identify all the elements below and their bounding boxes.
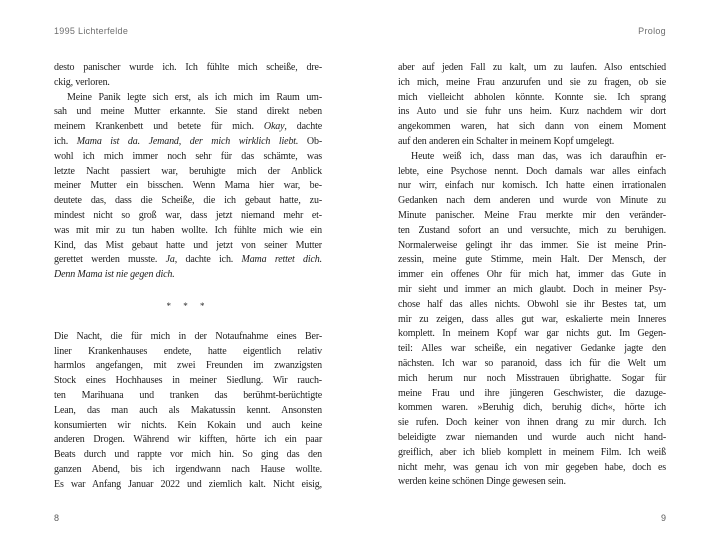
text-line: ich. Mama ist da. Jemand, der mich wirklich liebt. Ob- (54, 135, 323, 147)
text-line: angekommen waren, hat sich dann von einem Moment (398, 121, 666, 133)
text-line: mich herum nur noch Misstrauen übrighatte. Sogar für (398, 372, 666, 384)
text-line: deutete das, dass die Scheiße, die ich gebaut hatte, zu- (54, 195, 322, 207)
text-line: meinem Krankenbett und betete für mich. Okay, dachte (54, 121, 322, 133)
text-line: desto panischer wurde ich. Ich fühlte mich scheiße, dre- (54, 62, 322, 73)
text-line: ten Zustand sofort an und versuchte, mich zu beruhigen. (398, 224, 666, 236)
page-left (54, 0, 322, 560)
running-head-right: Prolog (638, 26, 666, 36)
text-line: nächsten. Ich war so paranoid, dass ich für die Welt um (398, 357, 666, 369)
section-separator: * * * (166, 300, 210, 311)
text-line: mindest nicht so groß war, dass jetzt niemand mehr et- (54, 209, 322, 221)
text-line: wohl ich mich immer noch sehr für das schämte, was (54, 150, 322, 162)
text-line: Beats durch und rappte vor mich hin. So ging das den (54, 449, 322, 461)
text-line: Gedanken nach dem anderen und wurde von Minute zu (398, 195, 666, 207)
text-line: lebte, eine Psychose nennt. Doch damals war alles einfach (398, 165, 666, 177)
text-line: chose half das alles nichts. Obwohl sie ihr Bestes tat, um (398, 298, 666, 310)
text-line: ckig, verloren. (54, 76, 110, 88)
text-line: werden keine schönen Dinge gewesen sein. (398, 476, 566, 488)
text-line: konsumierten wir nichts. Kein Kokain und auch keine (54, 419, 322, 431)
text-line: Normalerweise gelingt ihr das immer. Sie ist meine Prin- (398, 239, 666, 251)
text-line: meiner Mutter ein bisschen. Wenn Mama hier war, be- (54, 180, 322, 192)
text-line: Heute weiß ich, dass man das, was ich daraufhin er- (411, 150, 666, 162)
text-line: ganzen Abend, bis ich irgendwann nach Hause wollte. (54, 463, 322, 475)
text-line: Meine Panik legte sich erst, als ich mich im Raum um- (67, 91, 322, 103)
text-line: ins Auto und sie fuhr uns heim. Kurz nachdem wir dort (398, 106, 666, 118)
page-body-left (54, 61, 322, 493)
page-number-left: 8 (54, 513, 60, 523)
text-line: Lean, das man auch als Makatussin kennt. Ansonsten (54, 404, 322, 416)
text-line: ten Marihuana und tranken das berühmt-berüchtigte (54, 389, 322, 401)
text-line: anderen Drogen. Während wir kifften, hörte ich ein paar (54, 434, 322, 446)
text-line: mir sieht und immer an mich glaubt. Doch in meiner Psy- (398, 283, 666, 295)
text-line: teil: Alles war scheiße, ein negativer Gedanke jagte den (398, 343, 666, 355)
text-line: Minute panischer. Meine Frau merkte mir den veränder- (398, 209, 666, 221)
text-line: ich mich, meine Frau anzurufen und sie zu fragen, ob sie (398, 76, 666, 88)
text-line: mich vielleicht abholen könnte. Konnte sie. Ich sprang (398, 91, 666, 103)
text-line: nicht mehr, was genau ich von mir gegeben habe, doch es (398, 461, 666, 473)
text-line: Denn Mama ist nie gegen dich. (54, 269, 175, 281)
text-line: kommen waren. »Beruhig dich, beruhig dich«, hörte ich (398, 402, 666, 414)
text-line: auf den anderen ein Schalter in meinem Kopf umgelegt. (398, 135, 615, 147)
text-line: Die Nacht, die für mich in der Notaufnahme eines Ber- (54, 330, 322, 342)
text-line: immer ein offenes Ohr für mich hat, immer das Gute in (398, 269, 666, 281)
text-line: was mit mir zu tun haben wollte. Ich fühlte mich wie ein (54, 224, 322, 236)
text-line: zessin, meine gute Stimme, mein Halt. Der Mensch, der (398, 254, 666, 266)
text-line: mir zu zeigen, dass alles gut war, eskalierte mein Inneres (398, 313, 666, 325)
text-line: komplett. In meinem Kopf war gar nichts gut. Im Gegen- (398, 328, 666, 340)
text-line: sah und meine Mutter erkannte. Sie stand direkt neben (54, 106, 322, 118)
page-body-right (398, 61, 666, 490)
text-line: aber auf jeden Fall zu kalt, um zu laufen. Also entschied (398, 62, 666, 73)
running-head-left: 1995 Lichterfelde (54, 26, 129, 36)
text-line: meine Frau und ihre jüngeren Geschwister, die dazuge- (398, 387, 666, 399)
text-line: gerettet werden musste. Ja, dachte ich. Mama rettet dich. (54, 254, 322, 266)
text-line: Stock eines Hochhauses in meiner Siedlung. Wir rauch- (54, 375, 322, 387)
text-line: sie rufen. Doch keiner von ihnen drang zu mir durch. Ich (398, 417, 666, 429)
text-line: liner Krankenhauses endete, hatte eigentlich relativ (54, 345, 322, 357)
text-line: letzte Nacht passiert war, beruhigte mich der Anblick (54, 165, 322, 177)
text-line: Es war Anfang Januar 2022 und ziemlich kalt. Nicht eisig, (54, 478, 322, 490)
text-line: beleidigte zwar niemanden und wurde auch nicht hand- (398, 431, 666, 443)
text-line: Kind, das Mist gebaut hatte und jetzt von seiner Mutter (54, 239, 322, 251)
text-line: greiflich, aber ich blieb komplett in meinem Film. Ich weiß (398, 446, 666, 458)
page-number-right: 9 (660, 513, 666, 523)
text-line: nur wirr, einfach nur komisch. Ich hatte einen irrationalen (398, 180, 666, 192)
text-line: harmlos angefangen, mit zwei Freunden im zwanzigsten (54, 360, 322, 372)
page-right (398, 0, 666, 560)
